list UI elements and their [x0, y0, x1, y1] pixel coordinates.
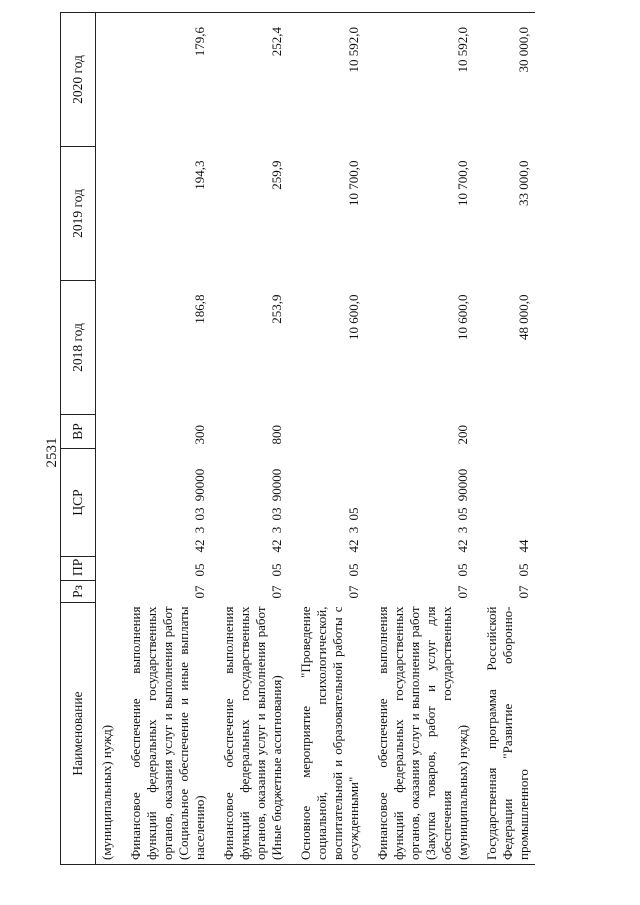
row-2020: 10 592,0: [288, 13, 365, 147]
table-row: [474, 13, 535, 865]
header-csr: ЦСР: [61, 449, 96, 557]
header-vr: ВР: [61, 415, 96, 449]
row-name: (муниципальных) нужд): [96, 603, 119, 865]
row-2020: 252,4: [211, 13, 288, 147]
row-pr: [96, 557, 119, 581]
row-pr: 05: [269, 563, 284, 577]
row-csr: [96, 449, 119, 557]
row-csr: 44: [516, 539, 531, 553]
table-row: [118, 13, 211, 865]
row-2019: 10 700,0: [346, 160, 361, 206]
table-header-row: [61, 13, 96, 865]
row-rz: 07: [346, 585, 361, 599]
row-vr: 800: [269, 425, 284, 445]
row-2020: 179,6: [118, 13, 211, 147]
row-2018: 10 600,0: [455, 294, 470, 340]
row-2020: 30 000,0: [474, 13, 535, 147]
row-name: Финансовое обеспечение выполнения функций федеральных государственных органов, оказания услуг и выполнения работ (Иные бюджетные ассигнования): [211, 603, 288, 865]
header-2020: 2020 год: [61, 13, 96, 147]
row-csr: 42 3 03 90000: [269, 468, 284, 553]
row-2019: 33 000,0: [516, 160, 531, 206]
row-2018: 48 000,0: [516, 294, 531, 340]
row-rz: [96, 581, 119, 603]
row-pr: 05: [455, 563, 470, 577]
row-csr: 42 3 05 90000: [455, 468, 470, 553]
row-pr: 05: [192, 563, 207, 577]
row-rz: 07: [192, 585, 207, 599]
row-2018: [96, 281, 119, 415]
row-2018: 186,8: [192, 294, 207, 324]
row-rz: 07: [269, 585, 284, 599]
row-csr: 42 3 03 90000: [192, 468, 207, 553]
row-name: Основное мероприятие "Проведение социальной, психологической, воспитательной и образовательной работы с осужденными": [288, 603, 365, 865]
page-number: 2531: [44, 437, 60, 468]
row-2019: 194,3: [192, 160, 207, 190]
table-row: [288, 13, 365, 865]
row-2020: 10 592,0: [365, 13, 474, 147]
table-row: [96, 13, 119, 865]
header-rz: Рз: [61, 581, 96, 603]
row-2019: [96, 147, 119, 281]
row-2019: 10 700,0: [455, 160, 470, 206]
table-row: [365, 13, 474, 865]
header-name: Наименование: [61, 603, 96, 865]
budget-table: [60, 12, 535, 865]
row-2018: 10 600,0: [346, 294, 361, 340]
row-name: Финансовое обеспечение выполнения функций федеральных государственных органов, оказания услуг и выполнения работ (Закупка товаров, работ и услуг для обеспечения государственных (муниципальных) нужд): [365, 603, 474, 865]
row-2018: 253,9: [269, 294, 284, 324]
row-vr: [288, 415, 365, 449]
row-vr: [474, 415, 535, 449]
row-pr: 05: [516, 563, 531, 577]
row-rz: 07: [455, 585, 470, 599]
table-row: [211, 13, 288, 865]
row-rz: 07: [516, 585, 531, 599]
row-pr: 05: [346, 563, 361, 577]
row-name: Финансовое обеспечение выполнения функций федеральных государственных органов, оказания услуг и выполнения работ (Социальное обеспечение и иные выплаты населению): [118, 603, 211, 865]
row-csr: 42 3 05: [346, 507, 361, 553]
row-2019: 259,9: [269, 160, 284, 190]
row-vr: 300: [192, 425, 207, 445]
header-2018: 2018 год: [61, 281, 96, 415]
header-pr: ПР: [61, 557, 96, 581]
row-vr: [96, 415, 119, 449]
row-2020: [96, 13, 119, 147]
row-vr: 200: [455, 425, 470, 445]
row-name: Государственная программа Российской Федерации "Развитие оборонно-промышленного: [474, 603, 535, 865]
header-2019: 2019 год: [61, 147, 96, 281]
